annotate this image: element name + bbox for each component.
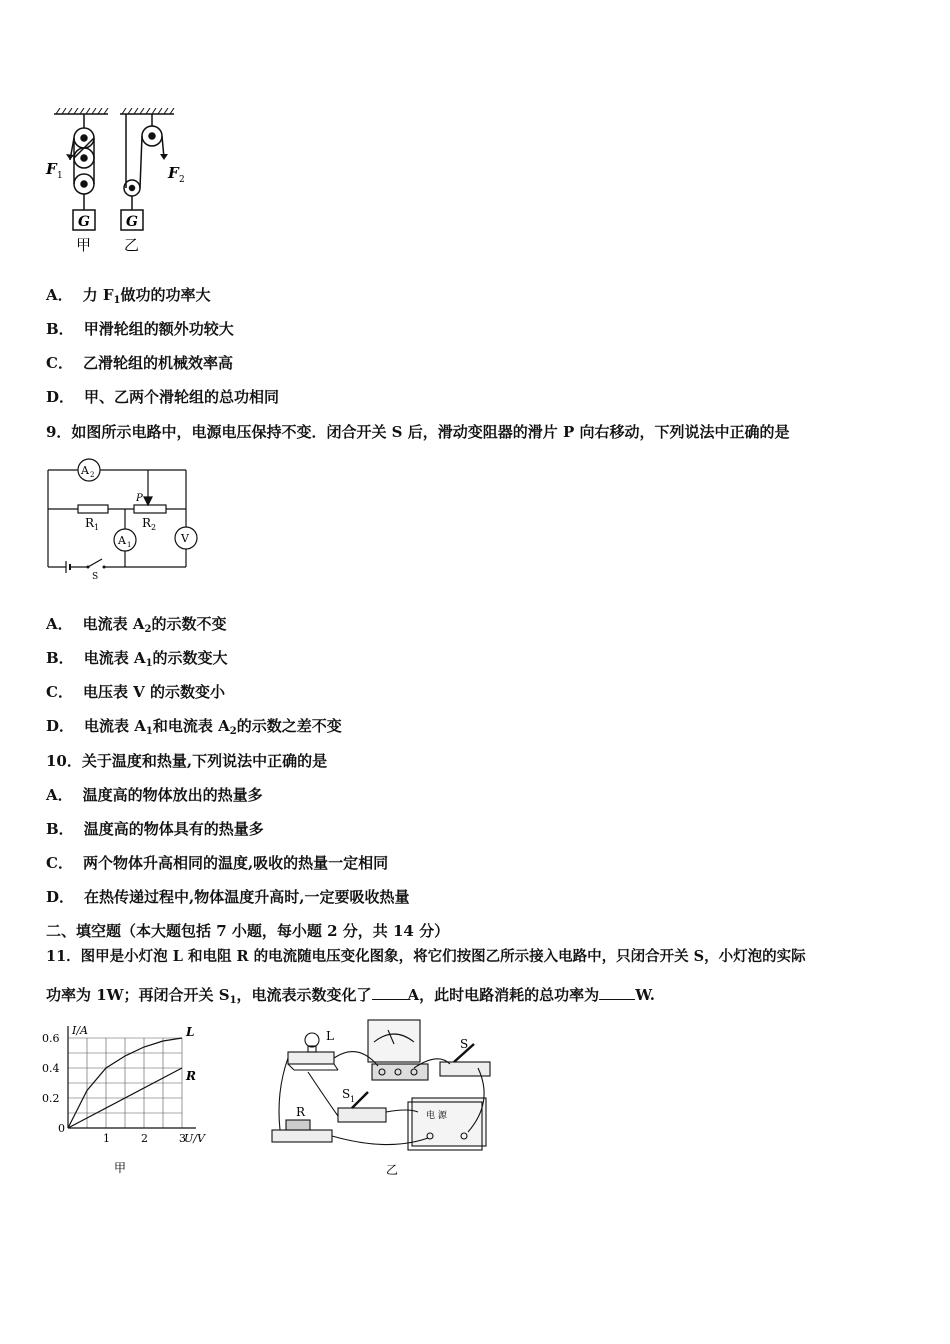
pulley-figure [40, 108, 200, 258]
q9-option-a[interactable]: A． 电流表 $A_2$的示数不变 [46, 615, 227, 635]
resistor-r1-sub: 1 [94, 523, 100, 532]
x-axis-label: U/V [184, 1132, 205, 1145]
q10-stem: 10．关于温度和热量,下列说法中正确的是 [46, 752, 328, 770]
voltmeter-label: V [181, 532, 189, 545]
caption-chart-jia: 甲 [114, 1161, 127, 1175]
q10-option-b[interactable]: B． 温度高的物体具有的热量多 [46, 820, 264, 838]
lamp-l-label: L [326, 1029, 334, 1043]
q9-option-d[interactable]: D． 电流表 $A_1$和电流表 $A_2$的示数之差不变 [46, 717, 342, 737]
rheostat-r2-label: R [142, 516, 152, 530]
resistor-r1-label: R [85, 516, 95, 530]
chart-tick-labels [42, 1024, 206, 1175]
q10-option-a[interactable]: A． 温度高的物体放出的热量多 [46, 786, 263, 804]
force-f1-label: F [46, 160, 57, 178]
y-tick-label: 0.6 [42, 1032, 60, 1045]
q8-option-c[interactable]: C． 乙滑轮组的机械效率高 [46, 354, 233, 372]
q9-option-c[interactable]: C． 电压表 V 的示数变小 [46, 683, 226, 701]
caption-apparatus-yi: 乙 [386, 1163, 399, 1177]
q11-stem-line2: 功率为 1W；再闭合开关 $S_1$，电流表示数变化了 A，此时电路消耗的总功率为 W. [46, 986, 655, 1006]
q8-option-b[interactable]: B． 甲滑轮组的额外功较大 [46, 320, 234, 338]
switch-s-apparatus-label: S [460, 1037, 469, 1051]
q8-option-d[interactable]: D． 甲、乙两个滑轮组的总功相同 [46, 388, 280, 406]
x-tick-label: 1 [103, 1132, 110, 1145]
resistor-r-label: R [296, 1105, 306, 1119]
ammeter-a1-sub: 1 [127, 541, 132, 549]
weight-left-label: G [78, 214, 90, 230]
force-f1-sub: 1 [57, 171, 63, 181]
section-2-title: 二、填空题（本大题包括 7 小题，每小题 2 分，共 14 分） [46, 922, 450, 940]
force-f2-label: F [168, 164, 179, 182]
series-label-r: R [186, 1069, 196, 1083]
ammeter-a2-label: A [81, 464, 89, 477]
q9-option-b[interactable]: B． 电流表 $A_1$的示数变大 [46, 649, 228, 669]
q10-option-c[interactable]: C． 两个物体升高相同的温度,吸收的热量一定相同 [46, 854, 389, 872]
weight-right-label: G [126, 214, 138, 230]
x-tick-label: 3 [179, 1132, 186, 1145]
q8-option-a[interactable]: A． 力 $F_1$做功的功率大 [46, 286, 211, 306]
y-tick-label: 0.4 [42, 1062, 60, 1075]
caption-jia: 甲 [76, 236, 92, 254]
series-label-l: L [186, 1025, 195, 1039]
switch-s1-sub: 1 [350, 1095, 356, 1104]
origin-label: 0 [58, 1122, 65, 1135]
slider-p-label: P [136, 493, 143, 504]
y-axis-label: I/A [72, 1024, 88, 1037]
answer-blank-1[interactable] [372, 985, 408, 1000]
force-f2-sub: 2 [179, 175, 185, 185]
q9-stem: 9．如图所示电路中，电源电压保持不变．闭合开关 S 后，滑动变阻器的滑片 P 向右移动，下列说法中正确的是 [46, 423, 790, 441]
q10-option-d[interactable]: D． 在热传递过程中,物体温度升高时,一定要吸收热量 [46, 888, 410, 906]
x-tick-label: 2 [141, 1132, 148, 1145]
power-supply-label: 电 源 [426, 1111, 447, 1121]
ammeter-a1-label: A [118, 534, 126, 547]
chart-grid [68, 1038, 182, 1128]
answer-blank-2[interactable] [599, 985, 635, 1000]
caption-yi: 乙 [124, 236, 140, 254]
switch-s-label: S [92, 572, 99, 580]
apparatus-figure [268, 1012, 498, 1182]
y-tick-label: 0.2 [42, 1092, 60, 1105]
iu-chart [40, 1018, 210, 1180]
circuit-diagram [40, 455, 210, 580]
ammeter-a2-sub: 2 [90, 471, 95, 479]
q11-stem-line1: 11．图甲是小灯泡 L 和电阻 R 的电流随电压变化图象，将它们按图乙所示接入电路中，只闭合开关 S，小灯泡的实际 [46, 948, 806, 965]
rheostat-r2-sub: 2 [151, 523, 157, 532]
switch-s1-label: S [342, 1087, 351, 1101]
